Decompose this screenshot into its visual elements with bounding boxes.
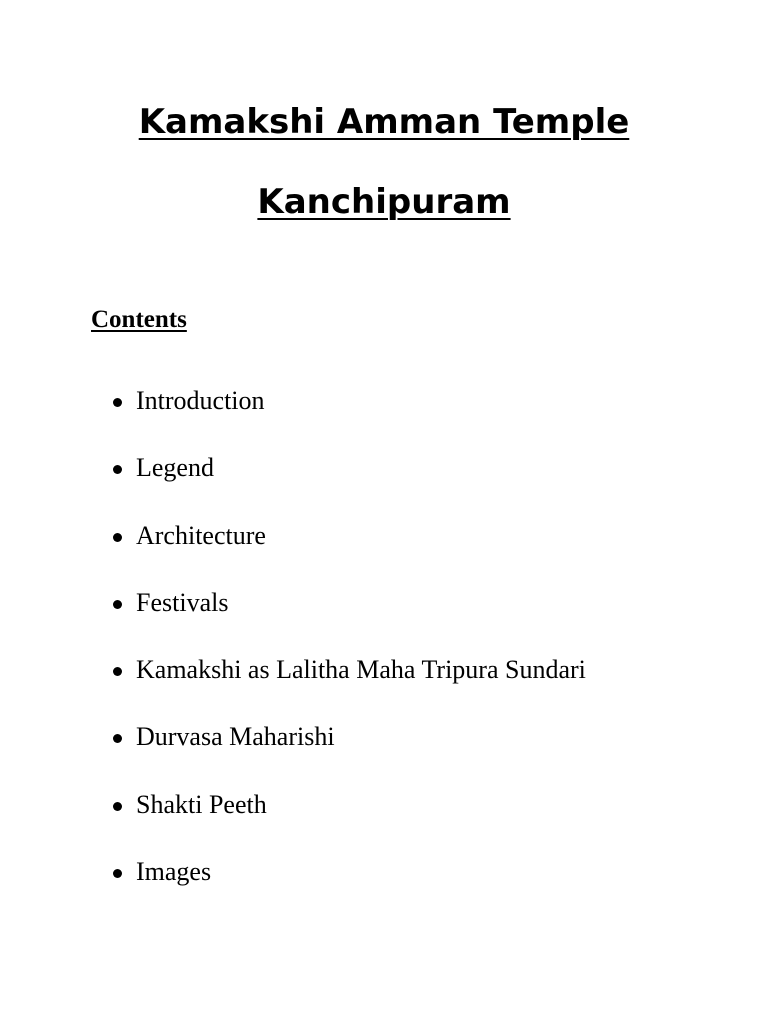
contents-item-festivals (0, 587, 768, 654)
bullet-icon (113, 398, 122, 407)
contents-item-legend (0, 452, 768, 519)
contents-item-label: Shakti Peeth (136, 789, 267, 819)
document-title-line-1 (0, 102, 768, 142)
document-title-text-1: Kamakshi Amman Temple (138, 102, 630, 142)
contents-item-label: Architecture (136, 520, 266, 550)
contents-item-label: Kamakshi as Lalitha Maha Tripura Sundari (136, 655, 586, 685)
contents-item-images (0, 856, 768, 923)
contents-item-label: Festivals (136, 587, 229, 617)
contents-list (0, 385, 768, 923)
contents-item-label: Legend (136, 453, 214, 483)
contents-item-label: Images (136, 857, 212, 887)
bullet-icon (113, 869, 122, 878)
bullet-icon (113, 734, 122, 743)
bullet-icon (113, 465, 122, 474)
bullet-icon (113, 533, 122, 542)
contents-item-shakti-peeth (0, 789, 768, 856)
contents-item-introduction (0, 385, 768, 452)
bullet-icon (113, 600, 122, 609)
contents-item-architecture (0, 520, 768, 587)
contents-item-label: Durvasa Maharishi (136, 722, 335, 752)
contents-item-kamakshi-lalitha (0, 654, 768, 721)
contents-item-label: Introduction (136, 386, 265, 415)
contents-heading: Contents (91, 306, 187, 333)
document-title-line-2 (0, 182, 768, 222)
bullet-icon (113, 667, 122, 676)
contents-item-durvasa-maharishi (0, 721, 768, 788)
bullet-icon (113, 802, 122, 811)
document-title-text-2: Kanchipuram (257, 182, 511, 222)
